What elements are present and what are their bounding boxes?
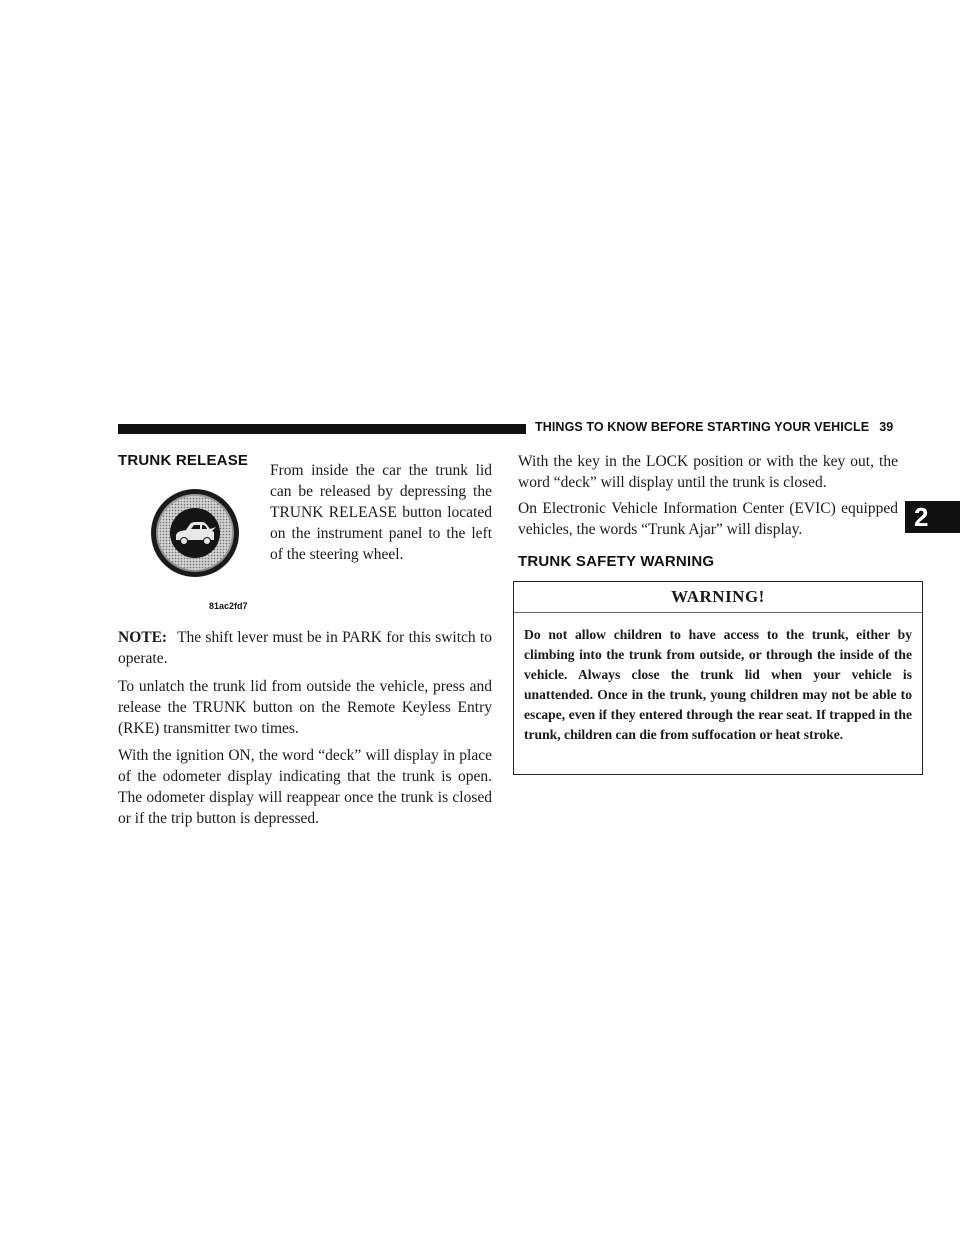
section-heading-trunk-safety: TRUNK SAFETY WARNING [518,553,715,570]
figure-caption: 81ac2fd7 [209,601,248,611]
running-header [535,420,893,434]
trunk-release-intro: From inside the car the trunk lid can be released by depressing the TRUNK RELEASE button located on the instrument panel to the left of the steering wheel. [270,462,492,563]
section-heading-trunk-release: TRUNK RELEASE [118,452,249,469]
warning-text: Do not allow children to have access to the trunk, either by climbing into the trunk from outside, or through the inside of the vehicle. Always close the trunk lid when your vehicle is unattended. Once in the trunk, young children may not be able to escape, even if they entered through the rear seat. If trapped in the trunk, children can die from suffocation or heat stroke. [524,627,912,742]
note-text: The shift lever must be in PARK for this switch to operate. [118,629,492,667]
page-number: 39 [879,420,894,434]
note-paragraph [118,627,492,669]
rke-paragraph: To unlatch the trunk lid from outside the vehicle, press and release the TRUNK button on the Remote Keyless Entry (RKE) transmitter two times. [118,678,492,737]
header-rule [118,424,526,434]
chapter-tab: 2 [905,501,960,533]
warning-title: WARNING! [514,582,922,613]
evic-paragraph: On Electronic Vehicle Information Center (EVIC) equipped vehicles, the words “Trunk Ajar” will display. [518,500,898,538]
lock-position-paragraph: With the key in the LOCK position or with the key out, the word “deck” will display until the trunk is closed. [518,453,898,491]
trunk-release-button-icon [150,488,240,578]
ignition-paragraph: With the ignition ON, the word “deck” will display in place of the odometer display indicating that the trunk is open. The odometer display will reappear once the trunk is closed or if the trip button is depressed. [118,747,492,827]
note-label: NOTE: [118,629,168,646]
warning-box [513,581,923,775]
running-header-title: THINGS TO KNOW BEFORE STARTING YOUR VEHICLE [535,420,870,434]
